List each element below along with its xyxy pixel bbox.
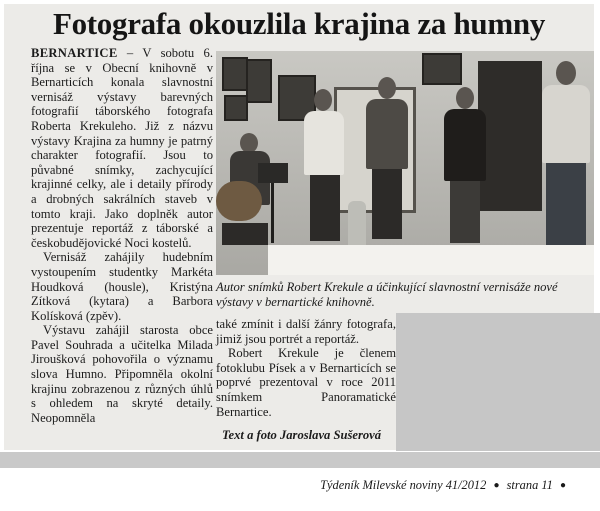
gray-block [396, 313, 600, 451]
page-number: strana 11 [506, 478, 553, 492]
publication-footer [320, 478, 570, 493]
vernissage-photo [216, 51, 594, 275]
publication-name: Týdeník Milevské noviny 41/2012 [320, 478, 487, 492]
paragraph-text: – V sobotu 6. října se v Obecní knihovně v Bernarticích konala slavnostní vernisáž výstavy barevných fotografií táborského fotografa Roberta Krekuleho. Již z názvu výstavy Krajina za humny je patrný charakter fotografií. Jsou to půvabné snímky, zachycující krajinné celky, ale i detaily přírody a drobných sakrálních staveb v tomto kraji. Jako doplněk autor prezentuje reportáž z táborské a českobudějovické Noci kostelů. [31, 46, 213, 250]
gray-band [0, 452, 600, 468]
byline: Text a foto Jaroslava Sušerová [222, 428, 382, 442]
photo-caption: Autor snímků Robert Krekule a účinkující slavnostní vernisáže nové výstavy v bernartické knihovně. [216, 280, 558, 309]
bullet-icon: ● [493, 480, 500, 491]
paragraph: Robert Krekule je členem fotoklubu Písek a v Bernarticích se poprvé prezentoval v roce 2011 snímkem Panoramatické Bernartice. [216, 346, 396, 419]
dateline: BERNARTICE [31, 46, 118, 60]
headline: Fotografa okouzlila krajina za humny [52, 6, 546, 41]
paragraph: Vernisáž zahájily hudebním vystoupením studentky Markéta Houdková (housle), Kristýna Zítková (kytara) a Barbora Kolísková (zpěv). [31, 250, 213, 323]
paragraph: také zmínit i další žánry fotografa, jimiž jsou portrét a reportáž. [216, 317, 396, 346]
paragraph: Výstavu zahájil starosta obce Pavel Souhrada a učitelka Milada Jiroušková pohovořila o významu slova Humno. Připomněla okolní krajinu zobrazenou z různých úhlů s ohledem na skryté detaily. Neopomněla [31, 323, 213, 425]
article-column-left [31, 46, 213, 425]
bullet-icon: ● [559, 480, 566, 491]
paragraph [31, 46, 213, 250]
article-column-mid [216, 317, 396, 419]
